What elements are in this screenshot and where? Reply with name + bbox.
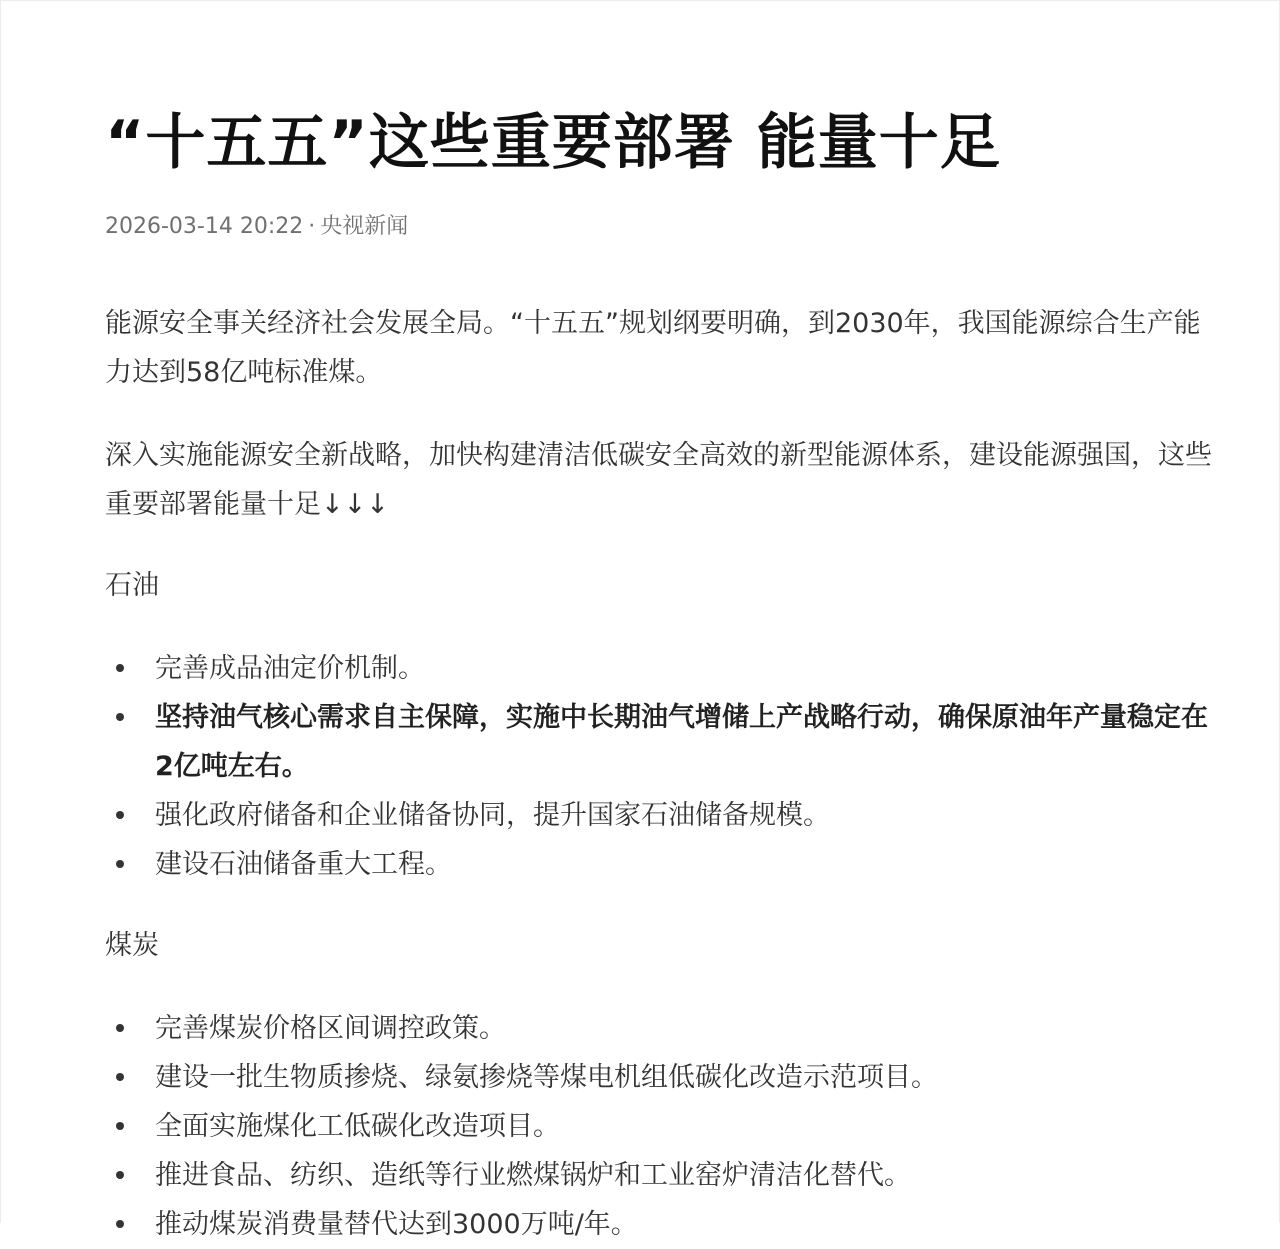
list-item (105, 791, 1225, 840)
bullet-dot-icon (116, 860, 124, 868)
intro-paragraph: 能源安全事关经济社会发展全局。“十五五”规划纲要明确，到2030年，我国能源综合生产能力达到58亿吨标准煤。 (105, 308, 1201, 388)
list-item (105, 1053, 1225, 1102)
source-name: 央视新闻 (320, 214, 409, 239)
bullet-dot-icon (116, 811, 124, 819)
list-item-text: 全面实施煤化工低碳化改造项目。 (155, 1111, 560, 1142)
bullet-dot-icon (116, 1171, 124, 1179)
list-item-text: 完善煤炭价格区间调控政策。 (155, 1013, 506, 1044)
list-item-text: 推进食品、纺织、造纸等行业燃煤锅炉和工业窑炉清洁化替代。 (155, 1160, 911, 1191)
bullet-dot-icon (116, 664, 124, 672)
bullet-dot-icon (116, 713, 124, 721)
list-item (105, 1200, 1225, 1249)
bullet-dot-icon (116, 1220, 124, 1228)
list-item-text: 完善成品油定价机制。 (155, 653, 425, 684)
list-item-text: 强化政府储备和企业储备协同，提升国家石油储备规模。 (155, 800, 830, 831)
list-item (105, 644, 1225, 693)
list-item-text: 建设石油储备重大工程。 (155, 849, 452, 880)
list-item (105, 1151, 1225, 1200)
bullet-dot-icon (116, 1073, 124, 1081)
oil-list (105, 644, 1225, 889)
list-item-text: 坚持油气核心需求自主保障，实施中长期油气增储上产战略行动，确保原油年产量稳定在2亿吨左右。 (155, 702, 1208, 782)
list-item (105, 840, 1225, 889)
strategy-paragraph: 深入实施能源安全新战略，加快构建清洁低碳安全高效的新型能源体系，建设能源强国，这些重要部署能量十足↓↓↓ (105, 440, 1212, 520)
list-item-text: 推动煤炭消费量替代达到3000万吨/年。 (155, 1209, 638, 1240)
list-item (105, 693, 1225, 791)
meta-separator: · (308, 214, 316, 239)
coal-list (105, 1004, 1225, 1249)
article-title: “十五五”这些重要部署 能量十足 (105, 108, 1001, 178)
bullet-dot-icon (116, 1122, 124, 1130)
section-heading-oil: 石油 (105, 570, 159, 601)
article-meta (105, 211, 408, 243)
list-item (105, 1102, 1225, 1151)
list-item (105, 1004, 1225, 1053)
bullet-dot-icon (116, 1024, 124, 1032)
publish-date: 2026-03-14 20:22 (105, 214, 304, 239)
section-heading-coal: 煤炭 (105, 930, 159, 961)
list-item-text: 建设一批生物质掺烧、绿氨掺烧等煤电机组低碳化改造示范项目。 (155, 1062, 938, 1093)
